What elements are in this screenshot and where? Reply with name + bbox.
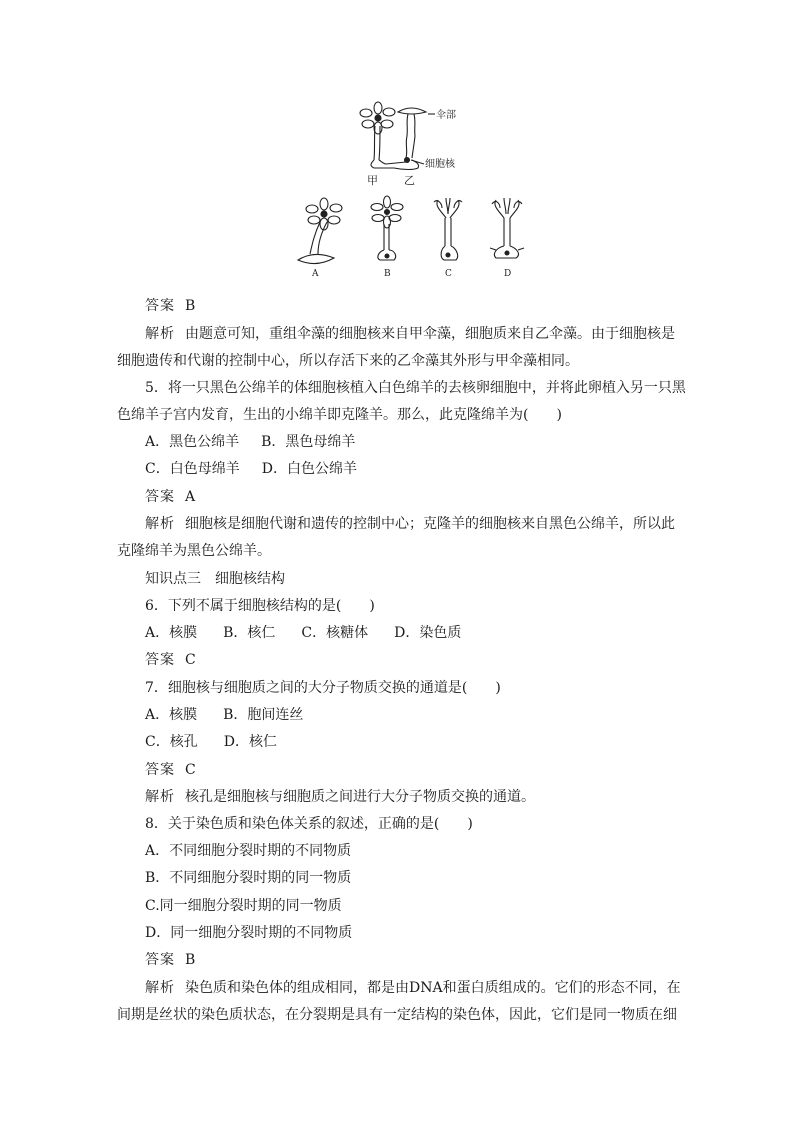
acetabularia-figure [290,100,530,290]
q8-option-c: C.同一细胞分裂时期的同一物质 [145,898,342,914]
q7-answer [145,761,196,779]
q5-stem-line-1: 5．将一只黑色公绵羊的体细胞核植入白色绵羊的去核卵细胞中，并将此卵植入另一只黑 [145,380,686,396]
q8-option-d: D．同一细胞分裂时期的不同物质 [145,925,353,941]
q5-answer [145,488,195,506]
option-a-label: A [312,269,319,279]
q7-stem: 7．细胞核与细胞质之间的大分子物质交换的通道是( ) [145,680,501,696]
q7-option-b: B．胞间连丝 [223,707,304,723]
q5-analysis-line-2: 克隆绵羊为黑色公绵羊。 [117,543,271,559]
q5-option-d: D．白色公绵羊 [261,461,357,477]
q7-option-c: C．核孔 [145,734,198,750]
answer-keyword: 答案 [145,762,175,778]
plant-jia [360,102,395,168]
q4-answer [145,297,195,315]
analysis-keyword: 解析 [145,980,175,996]
option-c-plant [434,198,462,260]
q7-analysis: 解析 核孔是细胞核与细胞质之间进行大分子物质交换的通道。 [145,789,535,805]
q6-stem: 6．下列不属于细胞核结构的是( ) [145,598,375,614]
option-d-plant [490,198,524,258]
answer-keyword: 答案 [145,952,175,968]
answer-keyword: 答案 [145,489,175,505]
q6-option-b: B．核仁 [223,625,276,641]
q8-analysis-line-2: 间期是丝状的染色质状态，在分裂期是具有一定结构的染色体，因此，它们是同一物质在细 [117,1007,677,1023]
analysis-keyword: 解析 [145,789,175,805]
q7-option-a: A．核膜 [145,707,198,723]
q5-analysis-line-1: 解析 细胞核是细胞代谢和遗传的控制中心；克隆羊的细胞核来自黑色公绵羊，所以此 [145,516,675,532]
option-b-label: B [384,269,391,279]
q6-options [145,624,461,642]
q7-option-d: D．核仁 [223,734,277,750]
answer-value: A [185,489,196,505]
q4-analysis-line-2: 细胞遗传和代谢的控制中心，所以存活下来的乙伞藻其外形与甲伞藻相同。 [117,353,579,369]
analysis-keyword: 解析 [145,326,175,342]
label-jia: 甲 [367,174,378,187]
answer-keyword: 答案 [145,298,175,314]
answer-keyword: 答案 [145,652,175,668]
q6-option-d: D．染色质 [394,625,462,641]
label-nucleus: 细胞核 [425,159,455,170]
q8-stem: 8．关于染色质和染色体关系的叙述，正确的是( ) [145,816,473,832]
analysis-keyword: 解析 [145,516,175,532]
option-a-plant [298,198,342,264]
answer-value: B [185,298,196,314]
option-b-plant [371,196,403,260]
q5-stem-line-2: 色绵羊子宫内发育，生出的小绵羊即克隆羊。那么，此克隆绵羊为( ) [117,407,562,423]
acetabularia-diagram [290,100,530,290]
q7-options-ab [145,706,303,724]
q6-option-c: C．核糖体 [301,625,369,641]
plant-yi [374,108,426,170]
q5-options-cd [145,460,357,478]
section-heading: 知识点三 细胞核结构 [145,571,285,587]
q8-analysis-line-1: 解析 染色质和染色体的组成相同，都是由DNA和蛋白质组成的。它们的形态不同，在 [145,980,681,996]
answer-value: C [185,762,196,778]
option-d-label: D [504,269,512,279]
q5-option-c: C．白色母绵羊 [145,461,240,477]
answer-value: C [185,652,196,668]
q5-options-ab [145,433,355,451]
label-yi: 乙 [404,174,415,187]
q8-answer [145,951,195,969]
q8-option-b: B．不同细胞分裂时期的同一物质 [145,870,352,886]
option-c-label: C [445,269,452,279]
answer-value: B [185,952,196,968]
label-umbrella: 伞部 [436,110,456,121]
q5-option-a: A．黑色公绵羊 [145,434,240,450]
q7-options-cd [145,733,277,751]
q4-analysis-line-1: 解析 由题意可知，重组伞藻的细胞核来自甲伞藻，细胞质来自乙伞藻。由于细胞核是 [145,326,675,342]
q6-answer [145,651,196,669]
q8-option-a: A．不同细胞分裂时期的不同物质 [145,843,352,859]
q5-option-b: B．黑色母绵羊 [261,434,356,450]
q6-option-a: A．核膜 [145,625,198,641]
